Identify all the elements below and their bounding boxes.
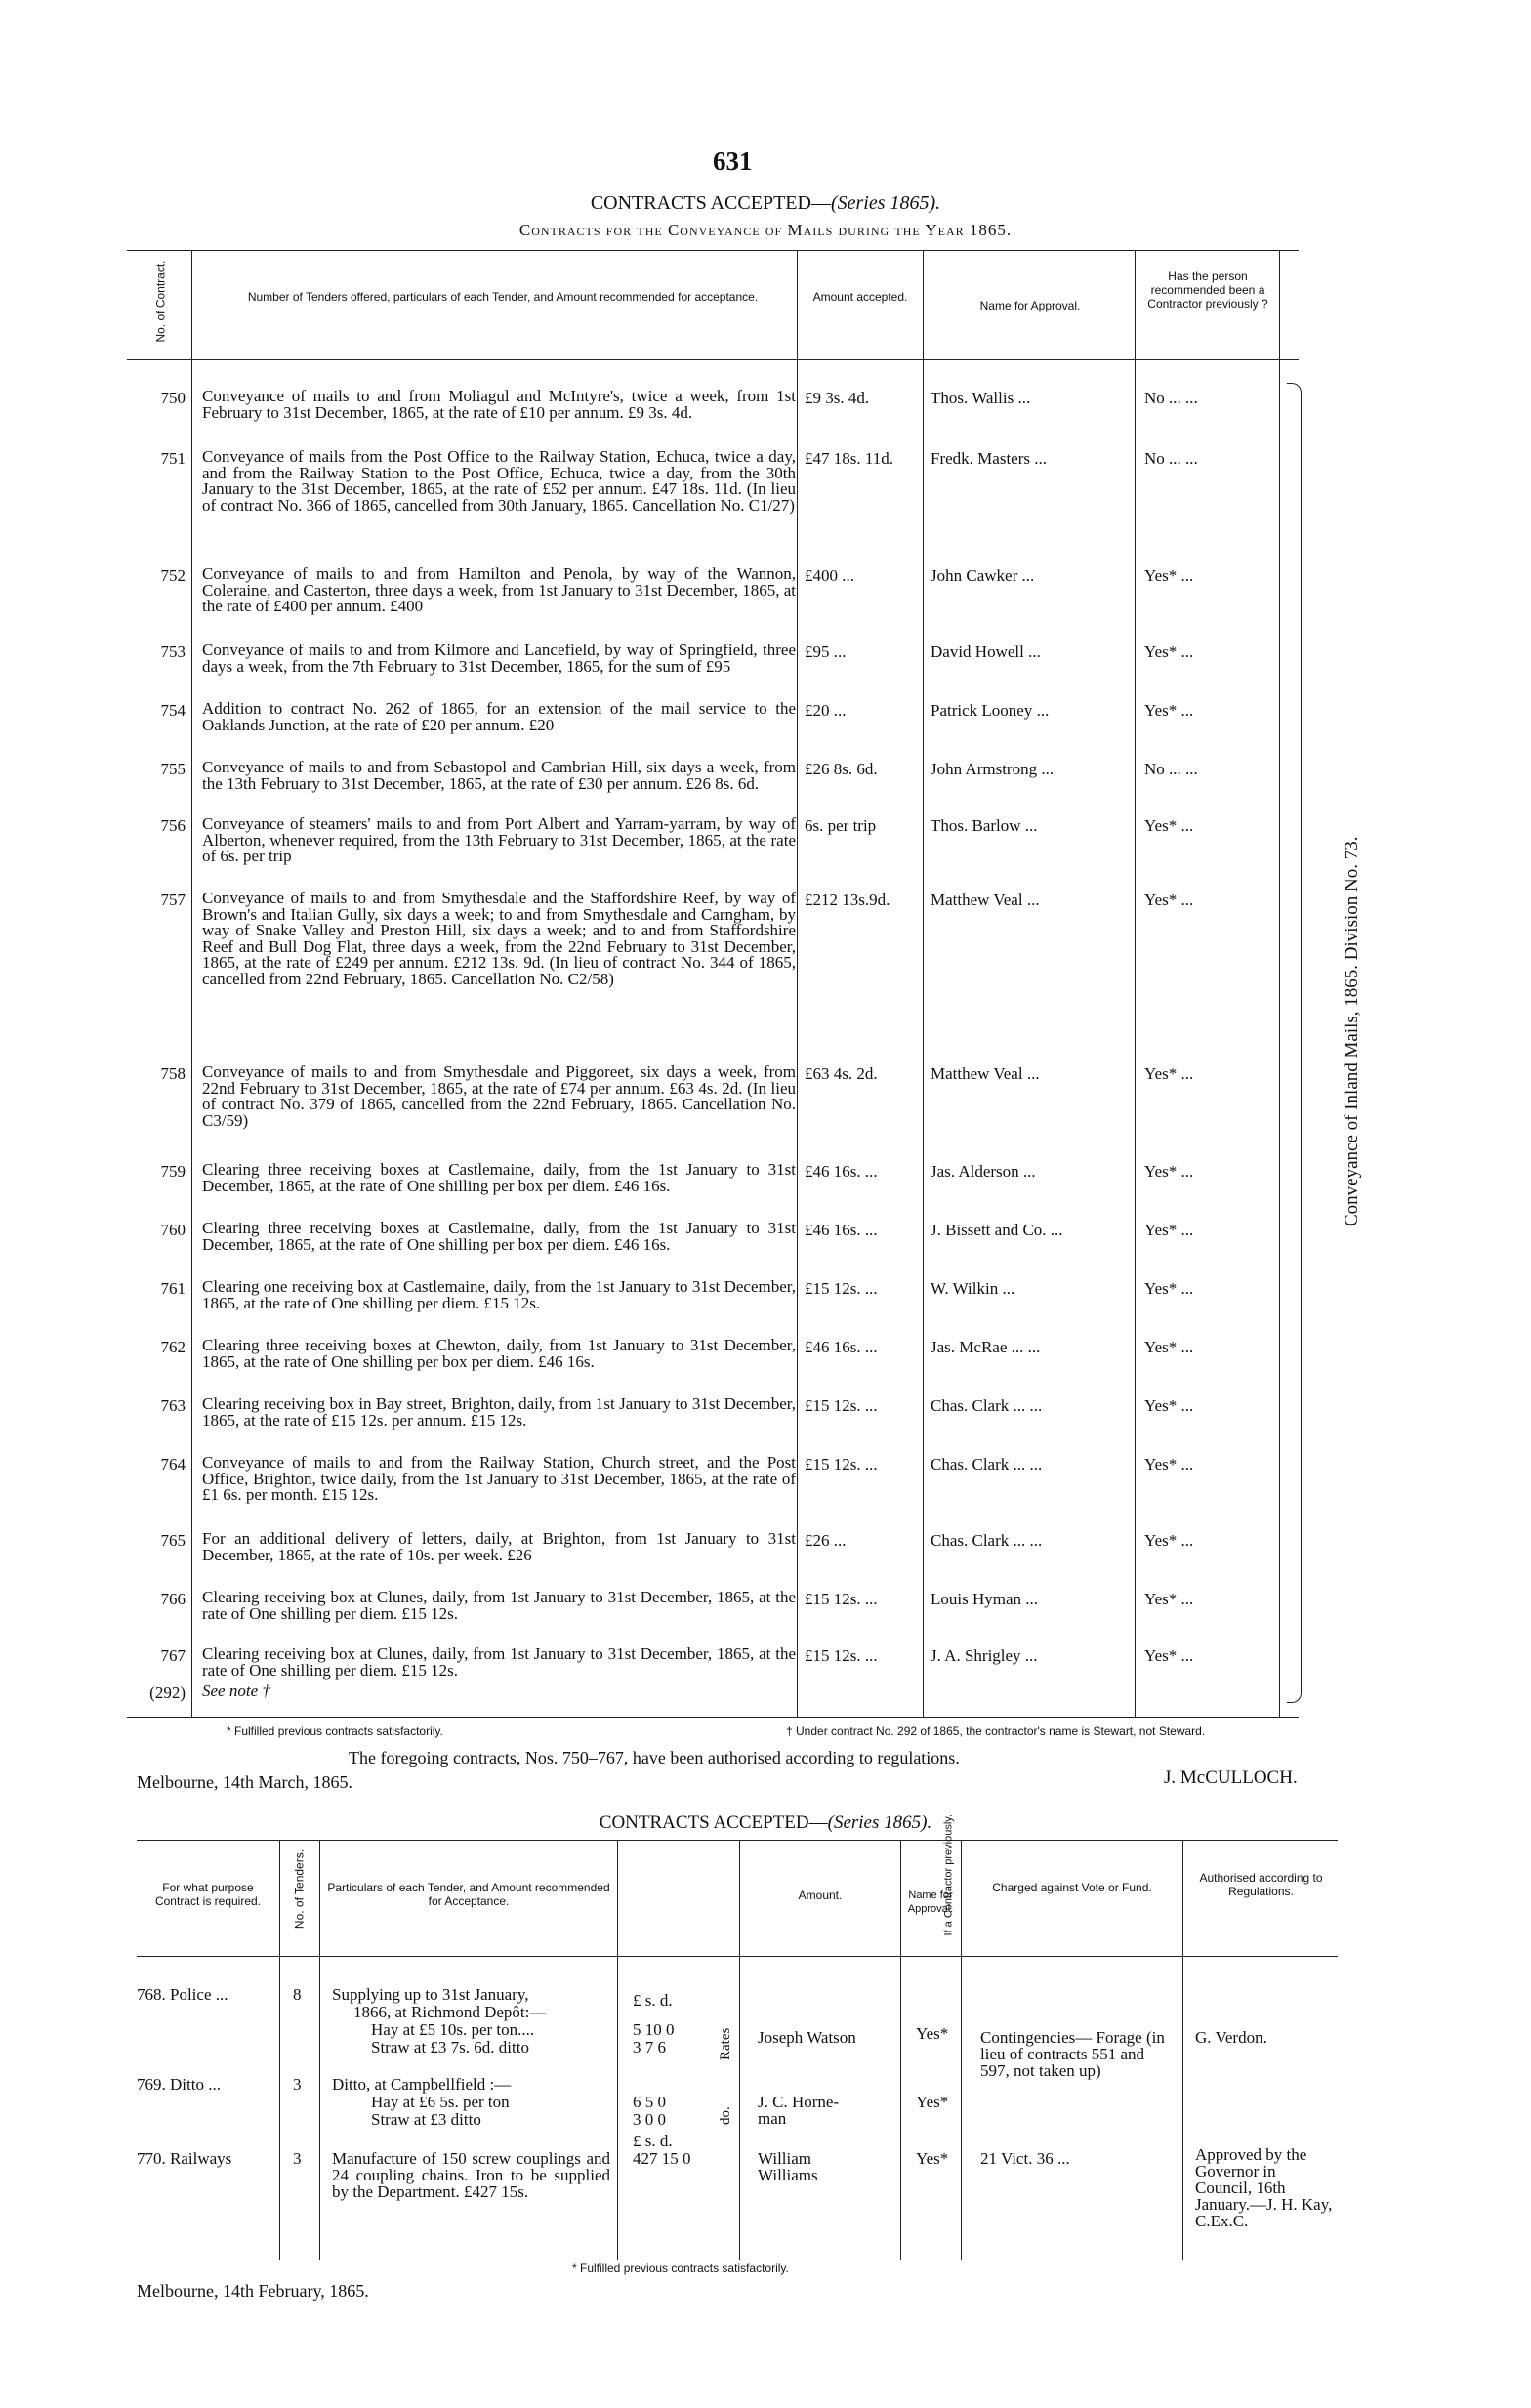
table2-col-rule bbox=[900, 1840, 901, 2260]
t2-rates: do. bbox=[718, 2106, 733, 2125]
approval-name: J. Bissett and Co. ... bbox=[931, 1221, 1063, 1239]
contract-no: 754 bbox=[160, 701, 186, 720]
particulars: Clearing receiving box at Clunes, daily, from 1st January to 31st December, 1865, at the rate of One shilling per diem. £15 12s. bbox=[202, 1644, 796, 1680]
table2-col-rule bbox=[739, 1840, 740, 2260]
header-no: No. of Contract. bbox=[153, 260, 168, 343]
header-previous: Has the person recommended been a Contractor previously ? bbox=[1147, 270, 1268, 311]
contract-no: 767 bbox=[160, 1646, 186, 1665]
table1-col-rule bbox=[797, 250, 798, 1717]
approval-name: Matthew Veal ... bbox=[931, 891, 1040, 909]
t2-header-previous: If a Contractor previously. bbox=[942, 1813, 955, 1936]
previous: Yes* ... bbox=[1144, 1531, 1194, 1550]
amount: £400 ... bbox=[805, 566, 854, 585]
place-date: Melbourne, 14th March, 1865. bbox=[137, 1772, 352, 1792]
previous: Yes* ... bbox=[1144, 891, 1194, 909]
t2-tenders: 3 bbox=[293, 2149, 302, 2168]
previous: Yes* ... bbox=[1144, 566, 1194, 585]
previous: Yes* ... bbox=[1144, 1646, 1194, 1665]
t2-header-authorised: Authorised according to Regulations. bbox=[1199, 1871, 1323, 1898]
footnote-fulfilled: * Fulfilled previous contracts satisfactorily. bbox=[227, 1724, 443, 1738]
amount: £15 12s. ... bbox=[805, 1455, 878, 1474]
amount: 6s. per trip bbox=[805, 816, 877, 835]
approval-name: Jas. Alderson ... bbox=[931, 1162, 1036, 1181]
contract-no: 755 bbox=[160, 760, 186, 778]
table2-title bbox=[0, 1812, 1531, 1834]
amount: £212 13s.9d. bbox=[805, 891, 890, 909]
amount: £26 ... bbox=[805, 1531, 847, 1550]
particulars: Clearing three receiving boxes at Chewton, daily, from 1st January to 31st December, 1865, at the rate of One shilling per box per diem. £46 16s. bbox=[202, 1336, 796, 1371]
previous: Yes* ... bbox=[1144, 1590, 1194, 1608]
approval-name: Thos. Wallis ... bbox=[931, 389, 1031, 407]
previous: Yes* ... bbox=[1144, 701, 1194, 720]
t2-line: Manufacture of 150 screw couplings and 24 coupling chains. Iron to be supplied by the Department. £427 15s. bbox=[332, 2149, 610, 2201]
particulars: For an additional delivery of letters, daily, at Brighton, from 1st January to 31st December, 1865, at the rate of 10s. per week. £26 bbox=[202, 1529, 796, 1564]
particulars: Conveyance of mails to and from Smythesdale and Piggoreet, six days a week, from 22nd February to 31st December, 1865, at the rate of £74 per annum. £63 4s. 2d. (In lieu of contract No. 379 of 1865, cancelled from the 22nd February, 1865. Cancellation No. C3/59) bbox=[202, 1062, 796, 1130]
division-brace bbox=[1287, 383, 1302, 1703]
t2-name: Joseph Watson bbox=[758, 2028, 856, 2047]
t2-line: Hay at £6 5s. per ton bbox=[371, 2093, 510, 2111]
particulars: Conveyance of mails to and from Kilmore and Lancefield, by way of Springfield, three days a week, from the 7th February to 31st December, 1865, for the sum of £95 bbox=[202, 641, 796, 676]
approval-name: Patrick Looney ... bbox=[931, 701, 1050, 720]
contract-no: 762 bbox=[160, 1338, 186, 1356]
particulars: Clearing three receiving boxes at Castlemaine, daily, from the 1st January to 31st December, 1865, at the rate of One shilling per box per diem. £46 16s. bbox=[202, 1160, 796, 1195]
contract-no: 751 bbox=[160, 449, 186, 468]
approval-name: David Howell ... bbox=[931, 643, 1041, 661]
t2-name: J. C. Horne-man bbox=[758, 2093, 840, 2128]
previous: Yes* ... bbox=[1144, 816, 1194, 835]
t2-line: Straw at £3 7s. 6d. ditto bbox=[371, 2038, 529, 2056]
approval-name: Jas. McRae ... ... bbox=[931, 1338, 1041, 1356]
table2-top-rule bbox=[137, 1840, 1338, 1841]
t2-previous: Yes* bbox=[916, 2093, 949, 2111]
t2-header-charged: Charged against Vote or Fund. bbox=[992, 1881, 1152, 1894]
t2-line: Straw at £3 ditto bbox=[371, 2110, 481, 2129]
table2-header-rule bbox=[137, 1956, 1338, 1957]
approval-name: W. Wilkin ... bbox=[931, 1279, 1015, 1298]
t2-header-purpose: For what purpose Contract is required. bbox=[154, 1881, 262, 1908]
footnote-stewart: † Under contract No. 292 of 1865, the contractor's name is Stewart, not Steward. bbox=[786, 1724, 1206, 1738]
t2-amount: 5 10 0 bbox=[633, 2020, 675, 2039]
table2-col-rule bbox=[319, 1840, 320, 2260]
contract-no: 756 bbox=[160, 816, 186, 835]
contract-no: 757 bbox=[160, 891, 186, 909]
amount: £20 ... bbox=[805, 701, 847, 720]
approval-name: Matthew Veal ... bbox=[931, 1064, 1040, 1083]
t2-amount: 427 15 0 bbox=[633, 2149, 691, 2168]
amount: £46 16s. ... bbox=[805, 1338, 878, 1356]
header-name: Name for Approval. bbox=[979, 299, 1081, 312]
table1-bottom-rule bbox=[127, 1717, 1299, 1718]
amount: £9 3s. 4d. bbox=[805, 389, 870, 407]
t2-header-particulars: Particulars of each Tender, and Amount recommended for Acceptance. bbox=[327, 1881, 610, 1908]
table1-col-rule bbox=[191, 250, 192, 1717]
approval-name: Chas. Clark ... ... bbox=[931, 1455, 1043, 1474]
division-label: Conveyance of Inland Mails, 1865. Division No. 73. bbox=[1342, 836, 1362, 1226]
approval-name: Fredk. Masters ... bbox=[931, 449, 1047, 468]
place-date-2: Melbourne, 14th February, 1865. bbox=[137, 2281, 369, 2301]
t2-previous: Yes* bbox=[916, 2149, 949, 2168]
header-amount: Amount accepted. bbox=[812, 290, 908, 304]
particulars: Conveyance of mails to and from Sebastopol and Cambrian Hill, six days a week, from the 13th February to 31st December, 1865, at the rate of £30 per annum. £26 8s. 6d. bbox=[202, 758, 796, 793]
contract-no: 764 bbox=[160, 1455, 186, 1474]
previous: Yes* ... bbox=[1144, 1064, 1194, 1083]
table2-col-rule bbox=[1182, 1840, 1183, 2260]
t2-rates: Rates bbox=[718, 2027, 733, 2060]
t2-purpose: 770. Railways bbox=[137, 2149, 232, 2168]
previous: Yes* ... bbox=[1144, 1396, 1194, 1415]
t2-header-amount: Amount. bbox=[798, 1889, 843, 1902]
particulars: Conveyance of mails to and from the Railway Station, Church street, and the Post Office, Brighton, twice daily, from the 1st January to 31st December, 1865, at the rate of £1 6s. per month. £15 12s. bbox=[202, 1453, 796, 1504]
page-subtitle: Contracts for the Conveyance of Mails during the Year 1865. bbox=[518, 221, 1013, 239]
particulars: Clearing receiving box in Bay street, Brighton, daily, from 1st January to 31st December, 1865, at the rate of £15 12s. per annum. £15 12s. bbox=[202, 1394, 796, 1430]
t2-charged: Contingencies— Forage (in lieu of contracts 551 and 597, not taken up) bbox=[980, 2028, 1165, 2080]
title-text: CONTRACTS ACCEPTED— bbox=[590, 192, 831, 214]
previous: No ... ... bbox=[1144, 389, 1198, 407]
contract-no: 766 bbox=[160, 1590, 186, 1608]
contract-no: 759 bbox=[160, 1162, 186, 1181]
amount: £15 12s. ... bbox=[805, 1646, 878, 1665]
t2-amount-head: £ s. d. bbox=[633, 1991, 673, 2010]
contract-no: 750 bbox=[160, 389, 186, 407]
t2-tenders: 8 bbox=[293, 1985, 302, 2004]
t2-tenders: 3 bbox=[293, 2075, 302, 2094]
particulars: Clearing receiving box at Clunes, daily, from 1st January to 31st December, 1865, at the rate of One shilling per diem. £15 12s. bbox=[202, 1588, 796, 1623]
table2-col-rule bbox=[617, 1840, 618, 2260]
previous: Yes* ... bbox=[1144, 1162, 1194, 1181]
previous: No ... ... bbox=[1144, 449, 1198, 468]
amount: £46 16s. ... bbox=[805, 1221, 878, 1239]
authorised-statement: The foregoing contracts, Nos. 750–767, have been authorised according to regulations. bbox=[349, 1748, 960, 1767]
t2-header-name: Name for Approval. bbox=[907, 1889, 954, 1915]
table1-col-rule bbox=[923, 250, 924, 1717]
approval-name: John Armstrong ... bbox=[931, 760, 1055, 778]
particulars: Conveyance of mails to and from Smythesdale and the Staffordshire Reef, by way of Brown's and Italian Gully, six days a week; to and from Smythesdale and Carngham, by way of Snake Valley and Preston Hill, six days a week; and to and from Staffordshire Reef and Bull Dog Flat, three days a week, from the 22nd February to 31st December, 1865, at the rate of £249 per annum. £212 13s. 9d. (In lieu of contract No. 344 of 1865, cancelled from 22nd February, 1865. Cancellation No. C2/58) bbox=[202, 889, 796, 988]
table1-col-rule bbox=[1135, 250, 1136, 1717]
footnote-fulfilled-2: * Fulfilled previous contracts satisfactorily. bbox=[572, 2262, 789, 2275]
particulars: Clearing one receiving box at Castlemaine, daily, from the 1st January to 31st December, 1865, at the rate of One shilling per diem. £15 12s. bbox=[202, 1277, 796, 1312]
t2-authorised: Approved by the Governor in Council, 16th January.—J. H. Kay, C.Ex.C. bbox=[1195, 2145, 1333, 2230]
contract-no: 753 bbox=[160, 643, 186, 661]
table1-top-rule bbox=[127, 250, 1299, 251]
table2-title-series: (Series 1865). bbox=[827, 1812, 932, 1833]
table2-title-text: CONTRACTS ACCEPTED— bbox=[599, 1812, 828, 1833]
t2-amount: 3 0 0 bbox=[633, 2110, 666, 2129]
title-series: (Series 1865). bbox=[830, 192, 941, 214]
t2-line: Hay at £5 10s. per ton.... bbox=[371, 2020, 535, 2039]
amount: £26 8s. 6d. bbox=[805, 760, 878, 778]
table1-col-rule bbox=[1279, 250, 1280, 1717]
t2-amount-head: £ s. d. bbox=[633, 2132, 673, 2150]
t2-purpose: 768. Police ... bbox=[137, 1985, 228, 2004]
t2-line: Ditto, at Campbellfield :— bbox=[332, 2075, 512, 2094]
approval-name: John Cawker ... bbox=[931, 566, 1035, 585]
t2-authorised: G. Verdon. bbox=[1195, 2028, 1267, 2047]
approval-name: Louis Hyman ... bbox=[931, 1590, 1039, 1608]
header-particulars: Number of Tenders offered, particulars of each Tender, and Amount recommended for acceptance. bbox=[247, 290, 759, 304]
particulars: Addition to contract No. 262 of 1865, for an extension of the mail service to the Oaklands Junction, at the rate of £20 per annum. £20 bbox=[202, 699, 796, 734]
t2-purpose: 769. Ditto ... bbox=[137, 2075, 221, 2094]
contract-no: 758 bbox=[160, 1064, 186, 1083]
page-number: 631 bbox=[713, 146, 753, 176]
approval-name: Thos. Barlow ... bbox=[931, 816, 1038, 835]
particulars: Conveyance of mails to and from Moliagul and McIntyre's, twice a week, from 1st February to 31st December, 1865, at the rate of £10 per annum. £9 3s. 4d. bbox=[202, 387, 796, 422]
previous: Yes* ... bbox=[1144, 1279, 1194, 1298]
amount: £15 12s. ... bbox=[805, 1590, 878, 1608]
contract-no: 761 bbox=[160, 1279, 186, 1298]
amount: £46 16s. ... bbox=[805, 1162, 878, 1181]
table2-col-rule bbox=[279, 1840, 280, 2260]
t2-charged: 21 Vict. 36 ... bbox=[980, 2149, 1070, 2168]
amount: £63 4s. 2d. bbox=[805, 1064, 878, 1083]
particulars: Conveyance of mails from the Post Office to the Railway Station, Echuca, twice a day, and from the Railway Station to the Post Office, Echuca, twice a day, from the 30th January to the 31st December, 1865, at the rate of £52 per annum. £47 18s. 11d. (In lieu of contract No. 366 of 1865, cancelled from 30th January, 1865. Cancellation No. C1/27) bbox=[202, 447, 796, 515]
previous: No ... ... bbox=[1144, 760, 1198, 778]
contract-no: 760 bbox=[160, 1221, 186, 1239]
t2-name: William Williams bbox=[758, 2149, 818, 2184]
t2-previous: Yes* bbox=[916, 2024, 949, 2043]
particulars: Conveyance of steamers' mails to and from Port Albert and Yarram-yarram, by way of Alberton, whenever required, from the 13th February to 31st December, 1865, at the rate of 6s. per trip bbox=[202, 814, 796, 865]
previous: Yes* ... bbox=[1144, 1455, 1194, 1474]
t2-line: Supplying up to 31st January, bbox=[332, 1985, 529, 2004]
previous: Yes* ... bbox=[1144, 1338, 1194, 1356]
t2-line: 1866, at Richmond Depôt:— bbox=[353, 2003, 547, 2021]
amount: £95 ... bbox=[805, 643, 847, 661]
contract-no: 752 bbox=[160, 566, 186, 585]
t2-header-tenders: No. of Tenders. bbox=[292, 1848, 307, 1930]
particulars: Conveyance of mails to and from Hamilton and Penola, by way of the Wannon, Coleraine, and Casterton, three days a week, from 1st January to 31st December, 1865, at the rate of £400 per annum. £400 bbox=[202, 564, 796, 615]
approval-name: Chas. Clark ... ... bbox=[931, 1531, 1043, 1550]
table2-col-rule bbox=[961, 1840, 962, 2260]
t2-amount: 6 5 0 bbox=[633, 2093, 666, 2111]
contract-no: (292) bbox=[149, 1683, 186, 1702]
particulars: Clearing three receiving boxes at Castlemaine, daily, from the 1st January to 31st December, 1865, at the rate of One shilling per box per diem. £46 16s. bbox=[202, 1219, 796, 1254]
previous: Yes* ... bbox=[1144, 1221, 1194, 1239]
contract-no: 763 bbox=[160, 1396, 186, 1415]
contract-no: 765 bbox=[160, 1531, 186, 1550]
approval-name: Chas. Clark ... ... bbox=[931, 1396, 1043, 1415]
amount: £47 18s. 11d. bbox=[805, 449, 893, 468]
approval-name: J. A. Shrigley ... bbox=[931, 1646, 1038, 1665]
see-note: See note † bbox=[202, 1681, 270, 1700]
signature: J. McCULLOCH. bbox=[1164, 1767, 1298, 1788]
amount: £15 12s. ... bbox=[805, 1279, 878, 1298]
table1-header-rule bbox=[127, 359, 1299, 360]
amount: £15 12s. ... bbox=[805, 1396, 878, 1415]
previous: Yes* ... bbox=[1144, 643, 1194, 661]
page-title bbox=[0, 192, 1531, 215]
t2-amount: 3 7 6 bbox=[633, 2038, 666, 2056]
